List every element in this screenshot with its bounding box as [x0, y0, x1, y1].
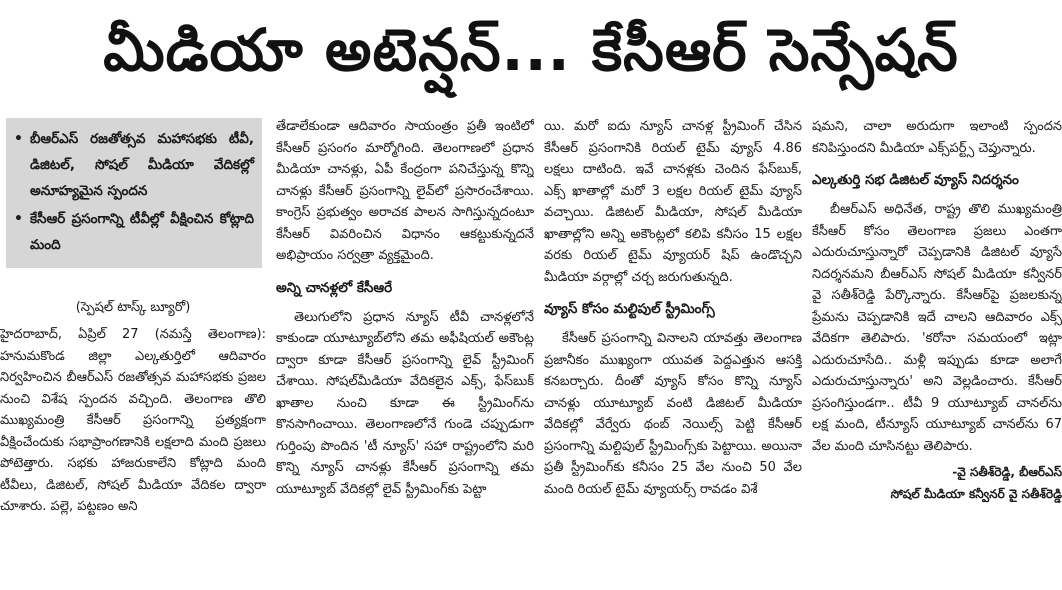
section-subhead: వ్యూస్ కోసం మల్టిపుల్ స్ట్రీమింగ్స్: [544, 301, 715, 317]
byline: (స్పెషల్ టాస్క్ బ్యూరో): [75, 300, 191, 315]
bullet-icon: •: [14, 211, 23, 227]
article-paragraph: హైదరాబాద్, ఏప్రిల్ 27 (నమస్తే తెలంగాణ): హనుమకొండ జిల్లా ఎల్కతుర్తిలో ఆదివారం నిర్వహించిన బీఆర్ఎస్ రజతోత్సవ మహాసభకు ప్రజల నుంచి విశేష స్పందన వచ్చింది. తెలంగాణ తొలి ముఖ్యమంత్రి కేసీఆర్ ప్రసంగాన్ని ప్రత్యక్షంగా వీక్షించేందుకు సభాప్రాంగణానికి లక్షలాది మంది ప్రజలు పోటెత్తారు. సభకు హాజరుకాలేని కోట్లాది మంది టీవీలు, డిజిటల్, సోషల్ మీడియా వేదికల ద్వారా చూశారు. పల్లె, పట్టణం అని: [0, 327, 266, 514]
quote-attribution: -వై సతీశ్‌రెడ్డి, బీఆర్ఎస్: [952, 465, 1062, 479]
section-subhead: అన్ని చానళ్లలో కేసీఆరే: [276, 279, 393, 296]
article-paragraph: కేసీఆర్ ప్రసంగాన్ని వినాలని యావత్తు తెలంగాణ ప్రజానీకం ముఖ్యంగా యువత పెద్దఎత్తున ఆసక్తి కనబర్చారు. దీంతో వ్యూస్ కోసం కొన్ని న్యూస్ చానళ్లు యూట్యూబ్ వంటి డిజిటల్ మీడియా వేదికల్లో వేర్వేరు థంబ్ నెయిల్స్ పెట్టి కేసీఆర్ ప్రసంగాన్ని మల్టిపుల్ స్ట్రీమింగ్స్‌కు పెట్టాయి. అయినా ప్రతీ స్ట్రీమింగ్‌కు కనీసం 25 వేల నుంచి 50 వేల మంది రియల్ టైమ్ వ్యూయర్స్ రావడం విశే: [544, 331, 802, 497]
kicker-box: [6, 118, 262, 268]
kicker-text: బీఆర్ఎస్ రజతోత్సవ మహాసభకు టీవీ, డిజిటల్, సోషల్ మీడియా వేదికల్లో అనూహ్యమైన స్పందన: [30, 131, 254, 199]
article-paragraph: తెలుగులోని ప్రధాన న్యూస్ టీవీ చానళ్లలోనే కాకుండా యూట్యూబ్‌లోని తమ అఫీషియల్ అకౌంట్ల ద్వారా కూడా కేసీఆర్ ప్రసంగాన్ని లైవ్ స్ట్రీమింగ్ చేశాయి. సోషల్‌మీడియా వేదికలైన ఎక్స్, ఫేస్‌బుక్ ఖాతాల నుంచి కూడా ఈ స్ట్రీమింగ్‌ను కొనసాగించాయి. తెలంగాణలోనే గుండె చప్పుడుగా గుర్తింపు పొందిన 'టీ న్యూస్' సహా రాష్ట్రంలోని మరి కొన్ని న్యూస్ చానళ్లు కేసీఆర్ ప్రసంగాన్ని తమ యూట్యూబ్ వేదికల్లో లైవ్ స్ట్రీమింగ్‌కు పెట్టా: [276, 309, 534, 497]
section-subhead: ఎల్కతుర్తి సభ డిజిటల్ వ్యూస్ నిదర్శనం: [812, 172, 1019, 188]
column-1: [0, 116, 266, 586]
article-paragraph: బీఆర్ఎస్ అధినేత, రాష్ట్ర తొలి ముఖ్యమంత్రి కేసీఆర్ కోసం తెలంగాణ ప్రజలు ఎంతగా ఎదురుచూస్తున్నారో చెప్పడానికి డిజిటల్ వ్యూసే నిదర్శనమని బీఆర్ఎస్ సోషల్ మీడియా కన్వీనర్ వై సతీశ్‌రెడ్డి పేర్కొన్నారు. కేసీఆర్‌పై ప్రజలకున్న ప్రేమను చెప్పడానికి ఇదే చాలని ఆదివారం ఎక్స్ వేదికగా తెలిపారు. 'కరోనా సమయంలో ఇట్లా ఎదురుచూసేది.. మళ్లీ ఇప్పుడు కూడా అలాగే ఎదురుచూస్తున్నారు' అని వెల్లడించారు. కేసీఆర్ ప్రసంగిస్తుండగా.. టీవీ 9 యూట్యూబ్ చానల్‌ను లక్ష మంది, టీన్యూస్ యూట్యూబ్ చానల్‌ను 67 వేల మంది చూసినట్టు తెలిపారు.: [812, 202, 1062, 454]
article-paragraph: షమని, చాలా అరుదుగా ఇలాంటి స్పందన కనిపిస్తుందని మీడియా ఎక్స్‌పర్ట్స్ చెప్తున్నారు.: [812, 119, 1062, 156]
kicker-item: [12, 126, 254, 204]
column-3: [544, 116, 802, 586]
column-2: [276, 116, 534, 586]
article-paragraph: తేడాలేకుండా ఆదివారం సాయంత్రం ప్రతీ ఇంటిలో కేసీఆర్ ప్రసంగం మార్మోగింది. తెలంగాణలో ప్రధాన మీడియా చానళ్లు, ఏపీ కేంద్రంగా పనిచేస్తున్న కొన్ని చానళ్లు కేసీఆర్ ప్రసంగాన్ని లైవ్‌లో ప్రసారంచేశాయి. కాంగ్రెస్ ప్రభుత్వం అరాచక పాలన సాగిస్తున్నదంటూ కేసీఆర్ వివరించిన విధానం ఆకట్టుకున్నదనే అభిప్రాయం సర్వత్రా వ్యక్తమైంది.: [276, 119, 534, 263]
kicker-item: [12, 206, 254, 258]
quote-attribution-title: సోషల్ మీడియా కన్వీనర్ వై సతీశ్‌రెడ్డి: [890, 487, 1062, 501]
article-paragraph: యి. మరో ఐదు న్యూస్ చానళ్ల స్ట్రీమింగ్ చేసిన కేసీఆర్ ప్రసంగానికి రియల్ టైమ్ వ్యూస్ 4.86 లక్షలు దాటింది. ఇవే చానళ్లకు చెందిన ఫేస్‌బుక్, ఎక్స్ ఖాతాల్లో మరో 3 లక్షల రియల్ టైమ్ వ్యూస్ వచ్చాయి. డిజిటల్ మీడియా, సోషల్ మీడియా ఖాతాల్లోని అన్ని అకౌంట్లలో కలిపి కనీసం 15 లక్షల వరకు రియల్ టైమ్ వ్యూయర్ షిప్ ఉండొచ్చని మీడియా వర్గాల్లో చర్చ జరుగుతున్నది.: [544, 119, 802, 285]
bullet-icon: •: [14, 131, 23, 147]
kicker-text: కేసీఆర్ ప్రసంగాన్ని టీవీల్లో వీక్షించిన కోట్లాది మంది: [30, 211, 254, 253]
column-4: [812, 116, 1062, 586]
page-headline: మీడియా అటెన్షన్... కేసీఆర్ సెన్సేషన్: [103, 15, 959, 84]
